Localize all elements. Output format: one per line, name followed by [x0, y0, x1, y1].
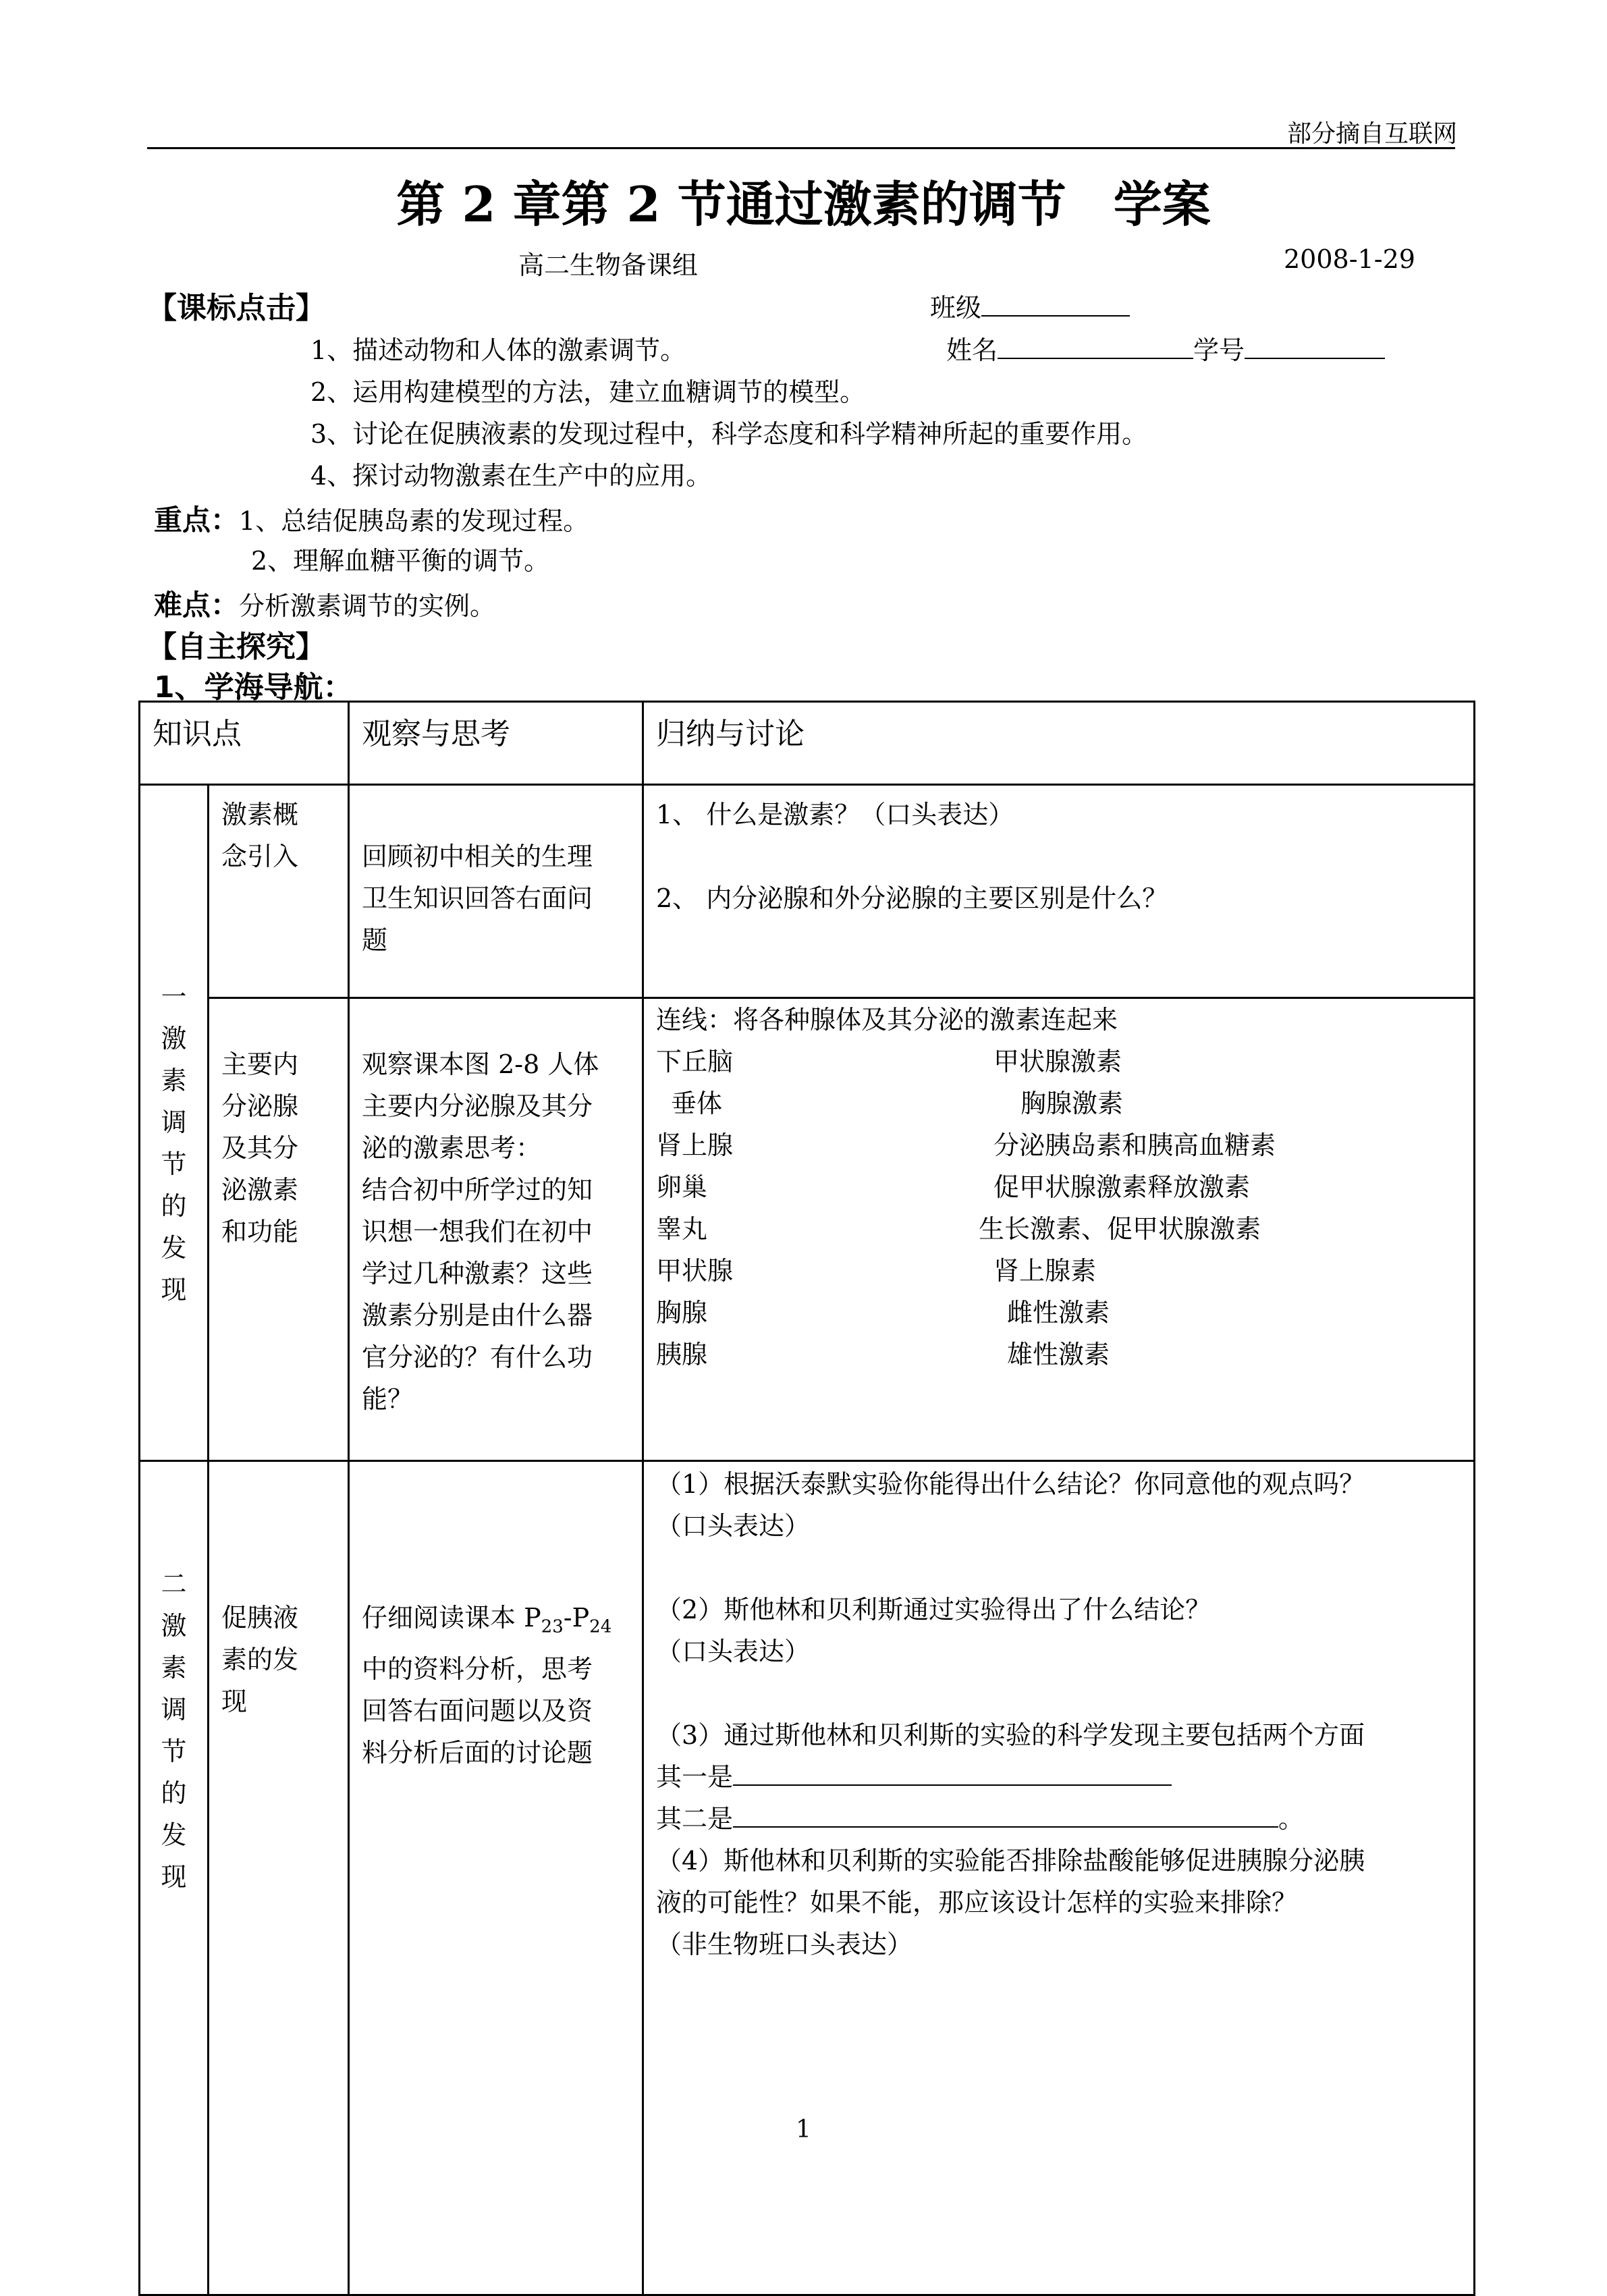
hormone-item: 促甲状腺激素释放激素 [993, 1172, 1251, 1202]
row3-observe-ref: 仔细阅读课本 $P_{23}-P_{24}$ [362, 1603, 612, 1637]
row3-question-4: （4）斯他林和贝利斯的实验能否排除盐酸能够促进胰腺分泌胰 [656, 1846, 1365, 1876]
group-name: 高二生物备课组 [518, 250, 699, 280]
hormone-item: 肾上腺素 [993, 1256, 1097, 1286]
row1-observe: 回顾初中相关的生理 卫生知识回答右面问 题 [349, 785, 643, 998]
page-title [0, 165, 1607, 236]
standard-4: 4、探讨动物激素在生产中的应用。 [310, 461, 712, 491]
gland-item: 胰腺 [656, 1340, 708, 1369]
row3-question-1: （1）根据沃泰默实验你能得出什么结论？你同意他的观点吗？ [656, 1469, 1365, 1499]
difficulty-label: 难点： [154, 589, 240, 622]
gland-item: 卵巢 [656, 1172, 708, 1202]
match-row [656, 1292, 1461, 1334]
header-observe: 观察与思考 [349, 702, 643, 785]
row2-matching [643, 998, 1475, 1461]
matching-intro: 连线：将各种腺体及其分泌的激素连起来 [656, 1005, 1118, 1035]
row3-question-2: （2）斯他林和贝利斯通过实验得出了什么结论？ [656, 1595, 1211, 1624]
answer-line-2: 其二是 。 [656, 1798, 1461, 1840]
table-row [140, 1461, 1475, 2295]
hormone-item: 生长激素、促甲状腺激素 [979, 1214, 1261, 1244]
group2-label: 二 激 素 调 节 的 发 现 [140, 1461, 209, 2295]
match-row [656, 1041, 1461, 1083]
table-header-row [140, 702, 1475, 785]
row1-question-2: 2、 内分泌腺和外分泌腺的主要区别是什么？ [656, 883, 1168, 913]
row1-topic: 激素概 念引入 [209, 785, 349, 998]
row2-topic: 主要内 分泌腺 及其分 泌激素 和功能 [209, 998, 349, 1461]
doc-date: 2008-1-29 [1284, 244, 1415, 274]
row2-observe: 观察课本图 2-8 人体 主要内分泌腺及其分 泌的激素思考： 结合初中所学过的知 识想一想我们在初中 学过几种激素？这些 激素分别是由什么器 官分泌的？有什么功 能？ [349, 998, 643, 1461]
gland-item: 睾丸 [656, 1214, 708, 1244]
key-points-line1 [154, 498, 589, 539]
match-row [656, 1334, 1461, 1375]
match-row [656, 1124, 1461, 1166]
header-note: 部分摘自互联网 [1286, 120, 1457, 148]
title-main: 第 2 章第 2 节通过激素的调节 [396, 175, 1066, 233]
standards-heading: 【课标点击】 [147, 291, 325, 325]
group1-label: 一 激 素 调 节 的 发 现 [140, 785, 209, 1461]
row3-discuss: （1）根据沃泰默实验你能得出什么结论？你同意他的观点吗？ （口头表达） （2）斯他林和贝利斯通过实验得出了什么结论？ （口头表达） （3）通过斯他林和贝利斯的实验的科学发现主要包括两个方面 其一是 其二是 。 （4）斯他林和贝利斯的实验能否排除盐酸能够促进胰腺分泌胰 液的可能性？如果不能，那应该设计怎样的实验来排除？ （非生物班口头表达） [643, 1461, 1475, 2295]
table-row [140, 998, 1475, 1461]
title-suffix: 学案 [1113, 175, 1211, 233]
nav-heading: 1、学海导航： [154, 670, 353, 705]
row3-topic: 促胰液 素的发 现 [209, 1461, 349, 2295]
page-number: 1 [796, 2116, 811, 2143]
row3-question-3: （3）通过斯他林和贝利斯的实验的科学发现主要包括两个方面 [656, 1720, 1365, 1750]
hormone-item: 分泌胰岛素和胰高血糖素 [993, 1130, 1276, 1160]
key-point-1: 1、总结促胰岛素的发现过程。 [239, 506, 589, 536]
row3-observe: 仔细阅读课本 $P_{23}-P_{24}$ 中的资料分析，思考 回答右面问题以及资 料分析后面的讨论题 [349, 1461, 643, 2295]
difficulty-line [154, 583, 495, 624]
key-label: 重点： [154, 503, 240, 537]
gland-item: 甲状腺 [656, 1256, 734, 1286]
header-knowledge: 知识点 [140, 702, 349, 785]
standard-1: 1、描述动物和人体的激素调节。 [310, 335, 686, 365]
gland-item: 垂体 [671, 1089, 723, 1118]
id-label: 学号 [1193, 335, 1245, 365]
hormone-item: 胸腺激素 [1020, 1089, 1124, 1118]
explore-heading: 【自主探究】 [147, 630, 325, 664]
header-discuss: 归纳与讨论 [643, 702, 1475, 785]
hormone-item: 甲状腺激素 [993, 1047, 1122, 1076]
gland-item: 肾上腺 [656, 1130, 734, 1160]
hormone-item: 雄性激素 [1007, 1340, 1110, 1369]
standard-3: 3、讨论在促胰液素的发现过程中，科学态度和科学精神所起的重要作用。 [310, 419, 1148, 449]
match-row [656, 1166, 1461, 1208]
row1-question-1: 1、 什么是激素？（口头表达） [656, 800, 1014, 829]
match-row [656, 1208, 1461, 1250]
match-row [656, 1250, 1461, 1292]
study-table [138, 701, 1475, 2296]
row1-discuss [643, 785, 1475, 998]
key-point-2: 2、理解血糖平衡的调节。 [251, 546, 550, 576]
class-label: 班级 [930, 293, 982, 323]
standard-2: 2、运用构建模型的方法，建立血糖调节的模型。 [310, 377, 866, 407]
difficulty-text: 分析激素调节的实例。 [239, 591, 496, 621]
header-rule [147, 147, 1455, 149]
gland-item: 下丘脑 [656, 1047, 734, 1076]
answer-line-1: 其一是 [656, 1756, 1461, 1798]
name-label: 姓名 [946, 335, 998, 365]
hormone-item: 雌性激素 [1007, 1298, 1110, 1328]
table-row [140, 785, 1475, 998]
gland-item: 胸腺 [656, 1298, 708, 1328]
class-field [930, 287, 1130, 324]
name-id-field [946, 329, 1385, 366]
match-row [656, 1083, 1461, 1124]
